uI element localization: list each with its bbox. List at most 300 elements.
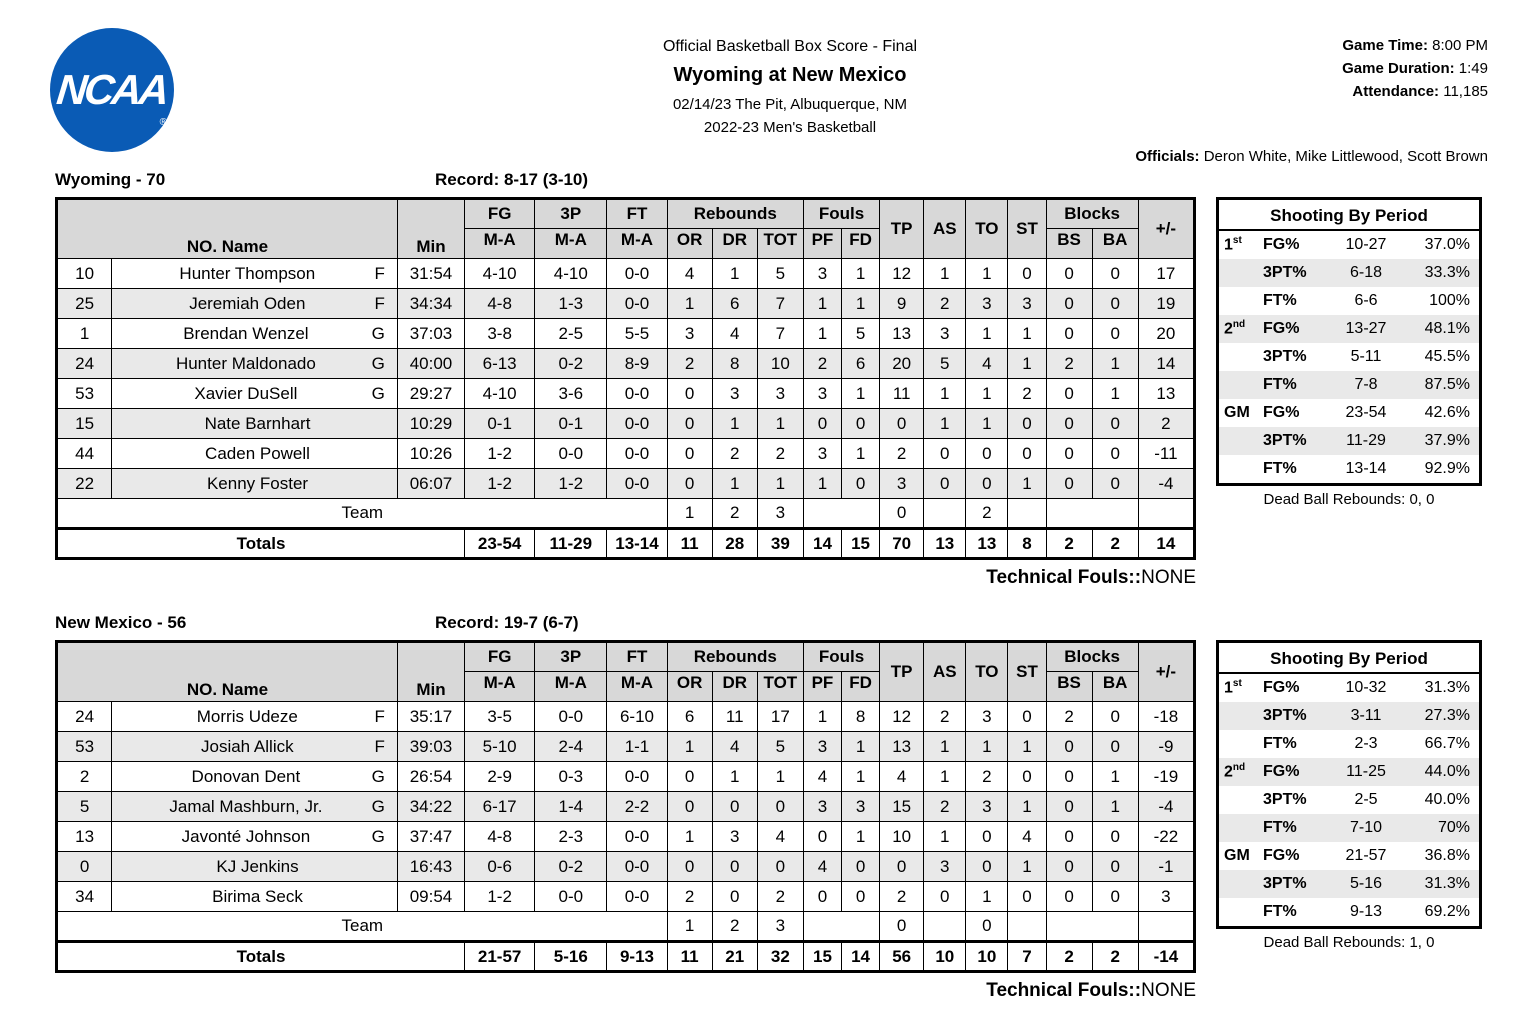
player-row [57,852,1195,882]
stat-dr: 4 [712,319,757,349]
stat-blocks-empty [1046,499,1138,529]
stat-bs: 0 [1046,379,1092,409]
stat-or: 6 [667,702,712,732]
shooting-percentage: 37.0% [1424,236,1470,253]
stat-to: 4 [966,349,1008,379]
shooting-title: Shooting By Period [1219,200,1479,231]
player-number: 25 [57,289,112,319]
col-bs: BS [1046,672,1092,702]
stat-fd: 6 [842,349,880,379]
game-duration-value: 1:49 [1458,60,1488,77]
player-row [57,259,1195,289]
stat-pf: 3 [803,439,841,469]
shooting-made-attempted: 2-5 [1354,791,1378,808]
shooting-row [1219,427,1479,455]
attendance-value: 11,185 [1443,83,1488,100]
shooting-made-attempted: 6-6 [1354,292,1378,309]
stat-to: 1 [966,732,1008,762]
dead-ball-rebounds: Dead Ball Rebounds: 1, 0 [1263,934,1435,951]
stat-tp: 0 [880,852,924,882]
stat-st: 8 [1008,529,1046,559]
player-row [57,349,1195,379]
stat-or: 0 [667,409,712,439]
stat-ft: 13-14 [607,529,667,559]
col-pf: PF [803,672,841,702]
player-name-cell [112,732,398,762]
stat-plusminus: -11 [1138,439,1194,469]
team-label: Team [57,499,668,529]
stat-st: 1 [1008,732,1046,762]
stat-or: 0 [667,852,712,882]
stat-bs: 2 [1046,942,1092,972]
technical-fouls-label: Technical Fouls:: [986,980,1142,1001]
stat-3p: 2-4 [535,732,607,762]
shooting-made-attempted: 21-57 [1345,847,1387,864]
stat-to: 3 [966,702,1008,732]
shooting-percentage: 66.7% [1424,735,1470,752]
stat-3p: 2-5 [535,319,607,349]
stat-bs: 0 [1046,409,1092,439]
player-name-cell [112,822,398,852]
col-dr: DR [712,672,757,702]
player-number: 53 [57,732,112,762]
stat-plusminus: -4 [1138,792,1194,822]
shooting-made-attempted: 23-54 [1345,404,1387,421]
player-row [57,409,1195,439]
stat-min: 09:54 [397,882,464,912]
shooting-made-attempted: 11-25 [1346,763,1386,780]
stat-fd: 3 [842,792,880,822]
shooting-made-attempted: 3-11 [1350,707,1382,724]
stat-pf: 15 [803,942,841,972]
stat-st-empty [1008,912,1046,942]
col-dr: DR [712,229,757,259]
stat-3p: 3-6 [535,379,607,409]
player-name-cell [112,762,398,792]
player-name: Hunter Thompson [179,263,316,283]
shooting-by-period-box [1216,640,1482,929]
stat-as-empty [924,499,966,529]
box-score-table [55,197,1196,560]
col-plusminus: +/- [1138,199,1194,259]
stat-min: 10:26 [397,439,464,469]
stat-3p: 1-4 [535,792,607,822]
shooting-made-attempted: 2-3 [1354,735,1378,752]
shooting-made-attempted: 13-14 [1345,460,1387,477]
stat-to: 3 [966,289,1008,319]
stat-or: 0 [667,469,712,499]
dead-ball-rebounds: Dead Ball Rebounds: 0, 0 [1263,491,1435,508]
shooting-row [1219,758,1479,786]
stat-tot: 7 [757,319,803,349]
stat-or: 0 [667,792,712,822]
stat-as: 2 [924,792,966,822]
stat-to: 10 [966,942,1008,972]
shooting-row [1219,842,1479,870]
player-name-cell [112,882,398,912]
stat-bs: 0 [1046,259,1092,289]
stat-tp: 0 [880,499,924,529]
stat-pf: 3 [803,379,841,409]
stat-pf: 0 [803,409,841,439]
stat-fd: 1 [842,822,880,852]
shooting-percentage: 27.3% [1424,707,1470,724]
player-name: Hunter Maldonado [175,353,316,373]
stat-as: 1 [924,762,966,792]
col-min: Min [397,642,464,702]
player-position: G [371,353,385,373]
stat-plusminus: -22 [1138,822,1194,852]
player-number: 0 [57,852,112,882]
shooting-row [1219,259,1479,287]
stat-st: 0 [1008,702,1046,732]
col-3p: 3P [535,199,607,229]
player-number: 24 [57,349,112,379]
col-or: OR [667,229,712,259]
shooting-percentage: 69.2% [1424,903,1470,920]
stat-dr: 0 [712,852,757,882]
player-name-cell [112,319,398,349]
stat-fg: 4-8 [465,822,535,852]
shooting-row [1219,674,1479,702]
technical-fouls-line [55,567,1196,589]
player-number: 53 [57,379,112,409]
shooting-made-attempted: 7-10 [1349,819,1383,836]
shooting-made-attempted: 6-18 [1349,264,1383,281]
stat-bs: 2 [1046,702,1092,732]
stat-fg: 4-10 [465,379,535,409]
team-rebounds-row [57,499,1195,529]
stat-tp: 10 [880,822,924,852]
stat-pf: 3 [803,792,841,822]
stat-pf: 3 [803,732,841,762]
player-name: KJ Jenkins [216,856,299,876]
stat-tot: 17 [757,702,803,732]
shooting-percentage: 31.3% [1424,679,1470,696]
stat-dr: 4 [712,732,757,762]
stat-fg: 3-8 [465,319,535,349]
stat-tp: 12 [880,259,924,289]
player-number: 24 [57,702,112,732]
officials-line [1135,148,1488,165]
stat-plusminus: 3 [1138,882,1194,912]
stat-as-empty [924,912,966,942]
stat-fd: 14 [842,942,880,972]
col-as: AS [924,642,966,702]
shooting-row [1219,343,1479,371]
stat-bs: 0 [1046,792,1092,822]
stat-fd: 1 [842,762,880,792]
stat-as: 1 [924,409,966,439]
stat-tot: 5 [757,732,803,762]
stat-tp: 20 [880,349,924,379]
stat-or: 0 [667,379,712,409]
stat-dr: 3 [712,379,757,409]
stat-fd: 15 [842,529,880,559]
stat-to: 0 [966,469,1008,499]
stat-tot: 3 [757,379,803,409]
stat-pf: 4 [803,762,841,792]
stat-ft: 0-0 [607,409,667,439]
doc-title: Official Basketball Box Score - Final [662,38,918,55]
stat-tp: 2 [880,882,924,912]
stat-st: 1 [1008,319,1046,349]
shooting-stat-label: FT% [1263,376,1297,393]
stat-st: 0 [1008,259,1046,289]
col-blocks: Blocks [1046,199,1138,229]
stat-as: 2 [924,289,966,319]
season-line: 2022-23 Men's Basketball [703,119,877,136]
shooting-percentage: 100% [1429,292,1470,309]
totals-row [57,942,1195,972]
stat-tp: 4 [880,762,924,792]
player-number: 22 [57,469,112,499]
stat-pf: 1 [803,702,841,732]
shooting-stat-label: 3PT% [1263,707,1307,724]
stat-dr: 1 [712,409,757,439]
col-fg-ma: M-A [465,672,535,702]
stat-ba: 1 [1092,349,1138,379]
player-name-cell [112,349,398,379]
stat-fd: 0 [842,409,880,439]
shooting-stat-label: FG% [1263,763,1300,780]
shooting-period: GM [1224,847,1250,864]
player-name-cell [112,792,398,822]
player-name-cell [112,259,398,289]
stat-3p: 4-10 [535,259,607,289]
shooting-stat-label: FG% [1263,320,1300,337]
stat-ft: 0-0 [607,469,667,499]
stat-as: 1 [924,379,966,409]
player-number: 2 [57,762,112,792]
shooting-percentage: 92.9% [1424,460,1470,477]
stat-plusminus: 20 [1138,319,1194,349]
stat-ba: 0 [1092,469,1138,499]
game-time-line [1342,34,1488,57]
col-ba: BA [1092,229,1138,259]
shooting-period: 2nd [1224,319,1246,338]
shooting-column [1216,640,1482,951]
stat-ft: 0-0 [607,379,667,409]
col-st: ST [1008,642,1046,702]
shooting-percentage: 45.5% [1424,348,1470,365]
player-number: 10 [57,259,112,289]
officials-value: Deron White, Mike Littlewood, Scott Brown [1203,148,1488,165]
col-rebounds: Rebounds [667,642,803,672]
player-name-cell [112,379,398,409]
stat-or: 1 [667,289,712,319]
stat-to: 1 [966,409,1008,439]
stat-ft: 0-0 [607,289,667,319]
player-name: Kenny Foster [206,473,309,493]
stat-tp: 0 [880,912,924,942]
player-row [57,289,1195,319]
stat-pf: 3 [803,259,841,289]
shooting-stat-label: 3PT% [1263,348,1307,365]
stat-dr: 1 [712,259,757,289]
player-position: G [371,323,385,343]
stat-fd: 0 [842,469,880,499]
stat-tp: 9 [880,289,924,319]
stat-as: 1 [924,259,966,289]
game-duration-line [1342,57,1488,80]
stat-tp: 0 [880,409,924,439]
player-name: Jamal Mashburn, Jr. [169,796,323,816]
team-rebounds-row [57,912,1195,942]
stat-plusminus: 13 [1138,379,1194,409]
stat-bs: 0 [1046,852,1092,882]
shooting-made-attempted: 5-16 [1349,875,1383,892]
game-info [1342,34,1488,103]
shooting-stat-label: 3PT% [1263,875,1307,892]
team-record: Record: 19-7 (6-7) [435,613,579,632]
stat-ft: 0-0 [607,822,667,852]
stat-bs: 0 [1046,289,1092,319]
stat-fg: 3-5 [465,702,535,732]
shooting-period: 1st [1224,235,1242,254]
stat-tot: 32 [757,942,803,972]
stat-to: 0 [966,439,1008,469]
stat-fg: 23-54 [465,529,535,559]
stat-3p: 11-29 [535,529,607,559]
game-time-label: Game Time: [1342,37,1428,54]
stat-3p: 0-3 [535,762,607,792]
stat-dr: 28 [712,529,757,559]
stat-dr: 6 [712,289,757,319]
stat-st: 1 [1008,792,1046,822]
shooting-row [1219,315,1479,343]
stat-fg: 4-10 [465,259,535,289]
shooting-stat-label: 3PT% [1263,791,1307,808]
stat-fouls-empty [803,912,879,942]
stat-pf: 4 [803,852,841,882]
totals-label: Totals [57,942,465,972]
col-3p: 3P [535,642,607,672]
stat-as: 0 [924,882,966,912]
team-title: Wyoming - 70 [55,170,166,189]
player-position: G [371,796,385,816]
col-3p-ma: M-A [535,672,607,702]
stat-fd: 8 [842,702,880,732]
game-duration-label: Game Duration: [1342,60,1455,77]
player-name: Xavier DuSell [194,383,298,403]
stat-min: 35:17 [397,702,464,732]
stat-bs: 0 [1046,882,1092,912]
shooting-made-attempted: 5-11 [1350,348,1382,365]
player-row [57,702,1195,732]
stat-as: 3 [924,852,966,882]
stat-st: 0 [1008,762,1046,792]
col-fd: FD [842,672,880,702]
team-title: New Mexico - 56 [55,613,187,632]
col-fg: FG [465,199,535,229]
shooting-percentage: 33.3% [1424,264,1470,281]
stat-ba: 0 [1092,702,1138,732]
player-row [57,439,1195,469]
stat-or: 1 [667,732,712,762]
stat-pf: 1 [803,289,841,319]
shooting-made-attempted: 7-8 [1354,376,1378,393]
col-pf: PF [803,229,841,259]
player-name-cell [112,852,398,882]
stat-bs: 0 [1046,822,1092,852]
stat-ft: 6-10 [607,702,667,732]
stat-as: 0 [924,469,966,499]
box-score-table [55,640,1196,973]
player-row [57,319,1195,349]
shooting-period: GM [1224,404,1250,421]
stat-ft: 9-13 [607,942,667,972]
player-name-cell [112,439,398,469]
team-section-away [55,170,1536,589]
stat-fouls-empty [803,499,879,529]
shooting-made-attempted: 10-27 [1345,236,1387,253]
stat-as: 0 [924,439,966,469]
stat-tot: 1 [757,469,803,499]
stat-tot: 4 [757,822,803,852]
stat-plusminus-empty [1138,912,1194,942]
stat-plusminus: 14 [1138,529,1194,559]
player-number: 1 [57,319,112,349]
player-row [57,822,1195,852]
team-record: Record: 8-17 (3-10) [435,170,589,189]
player-row [57,469,1195,499]
stat-dr: 11 [712,702,757,732]
shooting-percentage: 48.1% [1424,320,1470,337]
stat-bs: 0 [1046,439,1092,469]
stat-to: 1 [966,319,1008,349]
stat-fg: 6-17 [465,792,535,822]
player-name: Birima Seck [212,886,303,906]
technical-fouls-label: Technical Fouls:: [986,567,1142,588]
stat-bs: 0 [1046,469,1092,499]
stat-ba: 1 [1092,792,1138,822]
technical-fouls-value: NONE [1141,980,1196,1001]
player-name: Nate Barnhart [204,413,311,433]
stat-ba: 0 [1092,289,1138,319]
stat-fg: 5-10 [465,732,535,762]
shooting-row [1219,786,1479,814]
stat-as: 3 [924,319,966,349]
stat-min: 16:43 [397,852,464,882]
stat-ba: 0 [1092,259,1138,289]
stat-tot: 1 [757,409,803,439]
stat-plusminus: -18 [1138,702,1194,732]
stat-ba: 2 [1092,942,1138,972]
player-name-cell [112,702,398,732]
player-row [57,379,1195,409]
stat-ba: 1 [1092,379,1138,409]
stat-pf: 2 [803,349,841,379]
stat-to: 0 [966,852,1008,882]
player-position: G [371,383,385,403]
stat-dr: 2 [712,912,757,942]
registered-mark-icon: ® [159,117,167,128]
stat-fd: 1 [842,289,880,319]
stat-to: 0 [966,822,1008,852]
stat-dr: 8 [712,349,757,379]
technical-fouls-value: NONE [1141,567,1196,588]
col-ft: FT [607,642,667,672]
stat-st: 1 [1008,349,1046,379]
col-min: Min [397,199,464,259]
shooting-percentage: 70% [1437,819,1470,836]
stat-fd: 1 [842,732,880,762]
stat-fg: 6-13 [465,349,535,379]
stat-ba: 2 [1092,529,1138,559]
col-tot: TOT [757,229,803,259]
stat-to: 3 [966,792,1008,822]
